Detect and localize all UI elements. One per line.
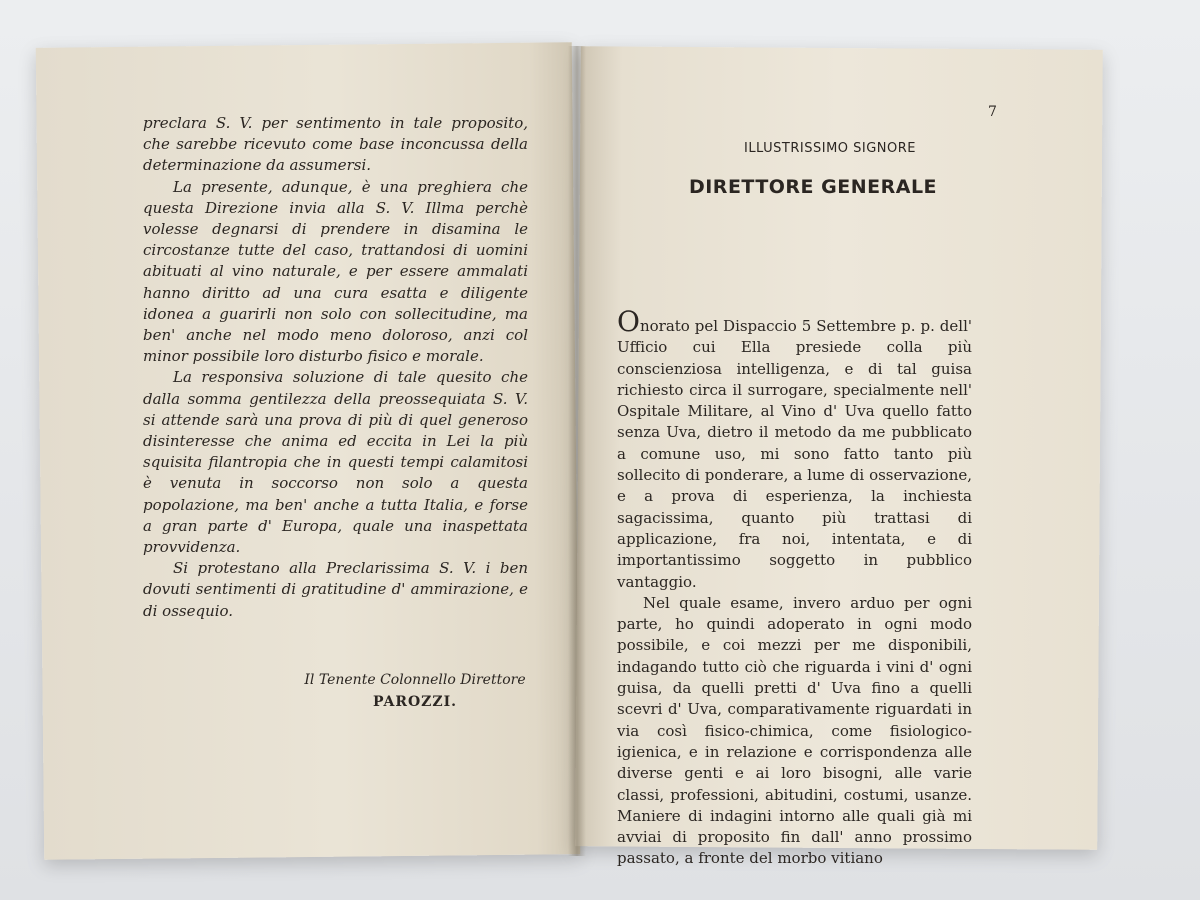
right-paragraph-1 — [617, 305, 972, 593]
drop-cap: O — [617, 305, 640, 338]
right-paragraph-1-text: norato pel Dispaccio 5 Settembre p. p. dell' Ufficio cui Ella presiede colla più conscienziosa intelligenza, e di tal guisa richiesto circa il surrogare, specialmente nell' Ospitale Militare, al Vino d' Uva quello fatto senza Uva, dietro il metodo da me pubblicato a comune uso, mi sono fatto tanto più sollecito di ponderare, a lume di osservazione, e a prova di esperienza, la inchiesta sagacissima, quanto più trattasi di applicazione, fra noi, intentata, e di importantissimo soggetto in pubblico vantaggio. — [617, 317, 972, 591]
page-number: 7 — [988, 104, 997, 120]
signature-block — [300, 672, 530, 710]
signature-role: Il Tenente Colonnello Direttore — [304, 672, 526, 688]
book-gutter — [568, 46, 586, 856]
right-paragraph-2: Nel quale esame, invero arduo per ogni parte, ho quindi adoperato in ogni modo possibile, e coi mezzi per me disponibili, indagando tutto ciò che riguarda i vini d' ogni guisa, da quelli pretti d' Uva fino a quelli scevri d' Uva, comparativamente riguardati in via così fisico-chimica, come fisiologico-igienica, e in relazione e corrispondenza alle diverse genti e ai loro bisogni, alle varie classi, professioni, abitudini, costumi, usanze. Maniere di indagini intorno alle quali già mi avviai di proposito fin dall' anno prossimo passato, a fronte del morbo vitiano — [617, 593, 972, 868]
left-paragraph-3: La responsiva soluzione di tale quesito che dalla somma gentilezza della preossequiata S. V. si attende sarà una prova di più di quel generoso disinteresse che anima ed eccita in Lei la più squisita filantropia che in questi tempi calamitosi è venuta in soccorso non solo a questa popolazione, ma ben' anche a tutta Italia, e forse a gran parte d' Europa, quale una inaspettata provvidenza. — [143, 368, 528, 557]
left-paragraph-2: La presente, adunque, è una preghiera che questa Direzione invia alla S. V. Illma perchè volesse degnarsi di prendere in disamina le circostanze tutte del caso, trattandosi di uomini abituati al vino naturale, e per essere ammalati hanno diritto ad una cura esatta e diligente idonea a guarirli non solo con sollecitudine, ma ben' anche nel modo meno doloroso, anzi col minor possibile loro disturbo fisico e morale. — [143, 177, 528, 366]
signature-name: PAROZZI. — [372, 694, 458, 710]
salutation: ILLUSTRISSIMO SIGNORE — [743, 141, 917, 156]
page-title: DIRETTORE GENERALE — [688, 176, 938, 198]
left-paragraph-1: preclara S. V. per sentimento in tale proposito, che sarebbe ricevuto come base inconcussa della determinazione da assumersi. — [143, 114, 528, 175]
right-page-body — [617, 305, 972, 870]
left-page-body — [143, 113, 528, 622]
left-paragraph-4: Si protestano alla Preclarissima S. V. i ben dovuti sentimenti di gratitudine d' ammirazione, e di ossequio. — [143, 559, 528, 620]
